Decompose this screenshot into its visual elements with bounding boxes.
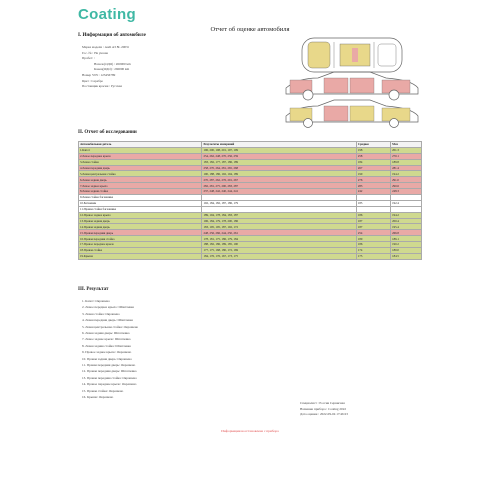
cell-avg: 198	[356, 147, 390, 153]
header-part: Автомобильная деталь	[79, 142, 202, 148]
cell-avg: 187	[356, 218, 390, 224]
cell-avg: 184	[356, 159, 390, 165]
brand-logo: Coating	[78, 6, 136, 23]
cell-max: 189.8	[391, 159, 422, 165]
list-item: 3. Левая стойка: Окрашено	[82, 311, 120, 316]
signature-row: Дата оценки : 2022-09-04 17:46:23	[300, 412, 348, 417]
info-label: Конец(ОДО)	[94, 67, 112, 72]
cell-part: 6.Левая задняя дверь	[79, 177, 202, 183]
cell-max: 195.4	[391, 224, 422, 230]
car-diagram	[278, 36, 428, 128]
cell-max: 194.2	[391, 171, 422, 177]
cell-avg: 175	[356, 253, 390, 259]
cell-part: 19.Крыша	[79, 253, 202, 259]
list-item: 15. Правая стойка: Окрашено	[82, 388, 124, 393]
list-item: 2. Левое переднее крыло: Шпатлевка	[82, 305, 134, 310]
cell-values: 258, 270, 264, 281, 265, 268	[202, 165, 356, 171]
cell-values: 189, 194, 178, 184, 183, 187	[202, 212, 356, 218]
list-item: 1. Капот: Окрашено	[82, 299, 110, 303]
cell-values: 183, 182, 177, 187, 186, 189	[202, 159, 356, 165]
cell-avg: 276	[356, 177, 390, 183]
info-label: Начало(ОДО)	[94, 61, 114, 66]
signature-value: Россия Сервисная	[319, 401, 345, 405]
cell-values: 254, 262, 248, 270, 256, 259	[202, 153, 356, 159]
cell-max: 180.0	[391, 248, 422, 254]
list-item: 10. Правая задняя дверь: Окрашено	[82, 356, 132, 361]
signature-value: Coating 2022	[328, 406, 346, 411]
cell-part: 3.Левая стойка	[79, 159, 202, 165]
vehicle-info	[82, 45, 131, 90]
cell-avg: 242	[356, 189, 390, 195]
info-row: Конец(ОДО) : 260000 km	[94, 67, 130, 72]
info-row: Начало(ОДО) : 260000 km	[94, 61, 131, 66]
info-label: Поставщик краски	[82, 84, 109, 89]
info-label: Пробег:	[82, 56, 94, 61]
cell-max: 270.1	[391, 153, 422, 159]
cell-avg: 186	[356, 212, 390, 218]
cell-max: 184.5	[391, 253, 422, 259]
cell-values: 190, 188, 186, 192, 194, 189	[202, 171, 356, 177]
info-value: Не указан	[94, 50, 109, 55]
cell-part: 1.Капот	[79, 147, 202, 153]
footer-note: Информация восстановлена с прибора	[221, 429, 279, 433]
cell-part: 9.Левая стойка багажника	[79, 195, 202, 201]
car-left-view	[286, 72, 418, 100]
signature-label: Название прибора	[300, 406, 326, 411]
cell-part: 16.Правая передняя стойка	[79, 236, 202, 242]
cell-values: 196, 184, 179, 178, 200, 186	[202, 218, 356, 224]
cell-avg: 174	[356, 248, 390, 254]
info-label: Цвет	[82, 78, 89, 83]
cell-max: 281.4	[391, 165, 422, 171]
cell-avg: 254	[356, 230, 390, 236]
list-item: 8. Левая задняя стойка: Шпатлевка	[82, 343, 131, 348]
cell-part: 18.Правая стойка	[79, 248, 202, 254]
list-item: 4. Левая передняя дверь: Шпатлевка	[82, 318, 133, 323]
cell-values: 188, 182, 186, 189, 185, 190	[202, 242, 356, 248]
list-item: 5. Левая центральная стойка: Окрашено	[82, 324, 139, 329]
info-value: 260000 km	[114, 67, 130, 72]
list-item: 14. Правое переднее крыло: Окрашено	[82, 382, 137, 387]
cell-part: 13.Правая задняя дверь	[79, 218, 202, 224]
list-item: 13. Правая передняя стойка: Окрашено	[82, 375, 137, 380]
cell-part: 10.Багажник	[79, 200, 202, 206]
info-label: Гос. №	[82, 50, 92, 55]
cell-avg: 180	[356, 236, 390, 242]
list-item: 16. Крыша: Окрашено	[82, 395, 114, 400]
hood-zone	[308, 42, 330, 68]
header-avg: Среднее	[356, 142, 390, 148]
cell-part: 17.Правое переднее крыло	[79, 242, 202, 248]
info-row: Цвет : Серебро	[82, 78, 104, 83]
cell-values: 177, 175, 168, 180, 172, 169	[202, 248, 356, 254]
info-row: Гос. № : Не указан	[82, 50, 109, 55]
cell-values: 270, 287, 262, 276, 291, 267	[202, 177, 356, 183]
header-values: Результаты измерений	[202, 142, 356, 148]
cell-values: 178, 181, 175, 186, 179, 184	[202, 236, 356, 242]
cell-values: 196, 200, 198, 201, 197, 199	[202, 147, 356, 153]
cell-part: 12.Правое заднее крыло	[79, 212, 202, 218]
signature-label: Специалист	[300, 401, 317, 405]
cell-max: 266.8	[391, 230, 422, 236]
signature-value: 2022-09-04 17:46:23	[319, 412, 348, 417]
car-top-view	[302, 38, 402, 72]
info-value: 123456789	[100, 72, 116, 77]
roof-mark	[352, 48, 358, 62]
info-label: Марка модели	[82, 45, 103, 49]
cell-values: 184, 176, 176, 167, 173, 175	[202, 253, 356, 259]
signature-row: Название прибора : Coating 2022	[300, 406, 346, 411]
cell-avg: 258	[356, 153, 390, 159]
cell-max: 192.4	[391, 200, 422, 206]
trunk-zone	[378, 44, 396, 66]
info-value: Серебро	[91, 78, 104, 83]
report-title: Отчет об оценке автомобиля	[210, 26, 290, 33]
cell-avg: 185	[356, 200, 390, 206]
cell-values: 192, 184, 182, 187, 186, 179	[202, 200, 356, 206]
right-front-door-zone	[324, 106, 348, 121]
section3-heading: III. Результат	[78, 287, 109, 292]
cell-part: 14.Правая задняя дверь	[79, 224, 202, 230]
cell-part: 2.Левое переднее крыло	[79, 153, 202, 159]
cell-avg: 283	[356, 183, 390, 189]
cell-max: 186.1	[391, 236, 422, 242]
measurement-table	[78, 141, 422, 260]
info-row: Поставщик краски : Русская	[82, 84, 122, 89]
cell-part: 8.Левая задняя стойка	[79, 189, 202, 195]
info-row: Номер VIN : 123456789	[82, 72, 116, 77]
car-right-view	[286, 100, 418, 128]
result-list	[82, 298, 138, 401]
cell-part: 5.Левая центральная стойка	[79, 171, 202, 177]
cell-values: 282, 281, 275, 290, 283, 287	[202, 183, 356, 189]
table-row	[79, 253, 422, 259]
header-max: Max	[391, 142, 422, 148]
list-item: 7. Левое заднее крыло: Шпатлевка	[82, 337, 131, 342]
list-item: 6. Левая задняя дверь: Шпатлевка	[82, 331, 130, 336]
cell-max: 248.3	[391, 189, 422, 195]
list-item: 12. Правая передняя дверь: Шпатлевка	[82, 369, 137, 374]
cell-avg: 190	[356, 171, 390, 177]
signature-block	[300, 401, 348, 418]
left-front-door-zone	[324, 78, 348, 93]
cell-part: 7.Левое заднее крыло	[79, 183, 202, 189]
list-item: 11. Правая передняя дверь: Окрашено	[82, 363, 136, 368]
cell-values: 248, 256, 266, 244, 250, 261	[202, 230, 356, 236]
cell-max: 200.4	[391, 218, 422, 224]
signature-row: Специалист : Россия Сервисная	[300, 401, 345, 405]
left-rear-door-zone	[350, 78, 374, 93]
cell-values: 183, 195, 195, 187, 192, 172	[202, 224, 356, 230]
section1-heading: I. Информация об автомобиле	[78, 33, 146, 38]
info-row: Пробег: :	[82, 56, 95, 61]
info-row: Марка модели : Audi A3 8L 2003г	[82, 45, 130, 49]
right-rear-door-zone	[350, 106, 374, 121]
signature-label: Дата оценки	[300, 412, 318, 417]
list-item: 9. Правое заднее крыло: Окрашено	[82, 350, 132, 355]
cell-values: 237, 248, 242, 240, 244, 241	[202, 189, 356, 195]
cell-avg: 186	[356, 242, 390, 248]
section2-heading: II. Отчет об исследовании	[78, 130, 137, 135]
cell-max: 291.0	[391, 177, 422, 183]
info-value: Audi A3 8L 2003г	[104, 45, 130, 49]
info-value: Русская	[110, 84, 122, 89]
cell-max: 290.6	[391, 183, 422, 189]
cell-avg: 187	[356, 224, 390, 230]
info-value: 260000 km	[115, 61, 131, 66]
cell-part: 15.Правая передняя дверь	[79, 230, 202, 236]
cell-max: 190.2	[391, 242, 422, 248]
cell-max: 194.2	[391, 212, 422, 218]
cell-part: 11.Правая стойка багажника	[79, 206, 202, 212]
cell-avg: 267	[356, 165, 390, 171]
cell-max: 201.3	[391, 147, 422, 153]
cell-part: 4.Левая передняя дверь	[79, 165, 202, 171]
info-label: Номер VIN	[82, 72, 98, 77]
